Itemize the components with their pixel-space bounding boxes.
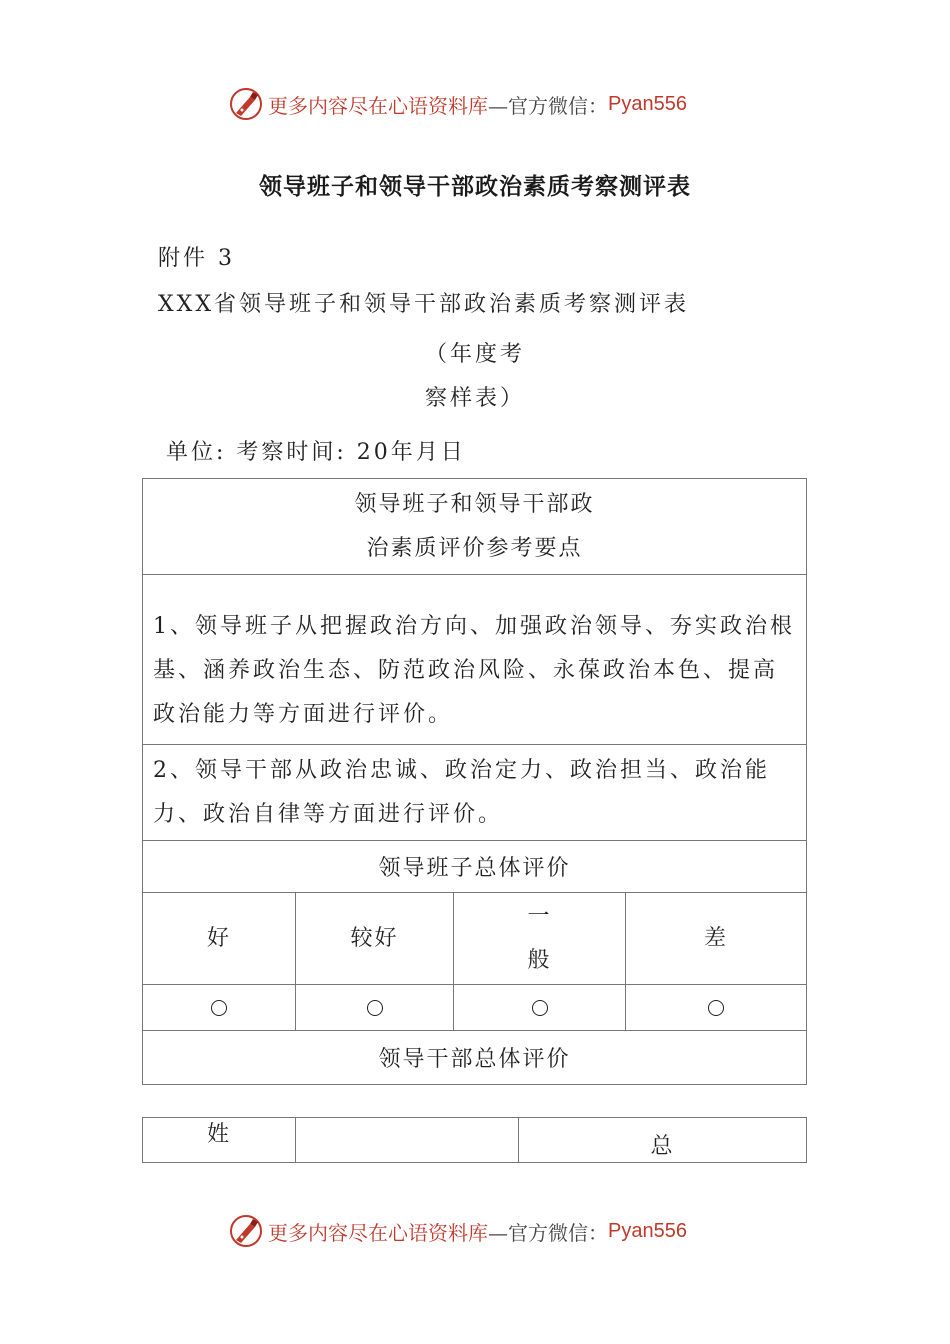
rating-poor-label: 差 [626,893,807,985]
watermark-wechat-id: Pyan556 [608,92,687,115]
radio-circle-icon[interactable] [211,1000,227,1016]
watermark-text: 更多内容尽在心语资料库 [268,93,488,118]
rating-fairly-good-label: 较好 [296,893,454,985]
table-header-row [143,479,807,575]
rating-good-option[interactable] [143,985,296,1031]
watermark-top [228,84,687,124]
rating-header-row [143,893,807,985]
header-line-1: 领导班子和领导干部政 [354,491,595,517]
radio-circle-icon[interactable] [532,1000,548,1016]
watermark-bottom [228,1211,687,1251]
rating-average-label [454,893,626,985]
year-note-line1: （年度考 [424,342,525,367]
radio-circle-icon[interactable] [367,1000,383,1016]
name-value-cell[interactable] [296,1118,519,1163]
table-row [143,841,807,893]
rating-average-line1: 一 [527,903,552,929]
cadre-overall-label: 领导干部总体评价 [143,1031,807,1085]
rating-average-option[interactable] [454,985,626,1031]
rating-poor-option[interactable] [626,985,807,1031]
rating-option-row [143,985,807,1031]
pen-nib-logo-icon [228,1213,264,1249]
document-title: 领导班子和领导干部政治素质考察测评表 [259,174,691,200]
rating-average-line2: 般 [527,947,552,973]
team-overall-label: 领导班子总体评价 [143,841,807,893]
reference-points-header [143,479,807,575]
name-label-cell: 姓 [143,1118,296,1163]
point-1: 1、领导班子从把握政治方向、加强政治领导、夯实政治根基、涵养政治生态、防范政治风险、永葆政治本色、提高政治能力等方面进行评价。 [143,575,807,745]
watermark-wechat-id: Pyan556 [608,1219,687,1242]
rating-good-label: 好 [143,893,296,985]
point-2: 2、领导干部从政治忠诚、政治定力、政治担当、政治能力、政治自律等方面进行评价。 [143,745,807,841]
evaluation-table [142,478,807,1085]
rating-fairly-good-option[interactable] [296,985,454,1031]
watermark-text: 更多内容尽在心语资料库 [268,1220,488,1245]
total-label-cell: 总 [519,1118,807,1163]
watermark-separator-text: —官方微信： [488,1220,608,1245]
table-row [143,745,807,841]
table-row [143,575,807,745]
year-note-line2: 察样表） [424,386,525,411]
table-row [143,1031,807,1085]
document-subtitle: XXX省领导班子和领导干部政治素质考察测评表 [158,292,689,317]
radio-circle-icon[interactable] [708,1000,724,1016]
attachment-label: 附件 3 [158,246,235,271]
table-row [143,1118,807,1163]
header-line-2: 治素质评价参考要点 [366,535,583,561]
unit-time-line: 单位: 考察时间: 20年月日 [166,440,466,465]
watermark-separator-text: —官方微信： [488,93,608,118]
pen-nib-logo-icon [228,86,264,122]
cadre-table [142,1117,807,1163]
